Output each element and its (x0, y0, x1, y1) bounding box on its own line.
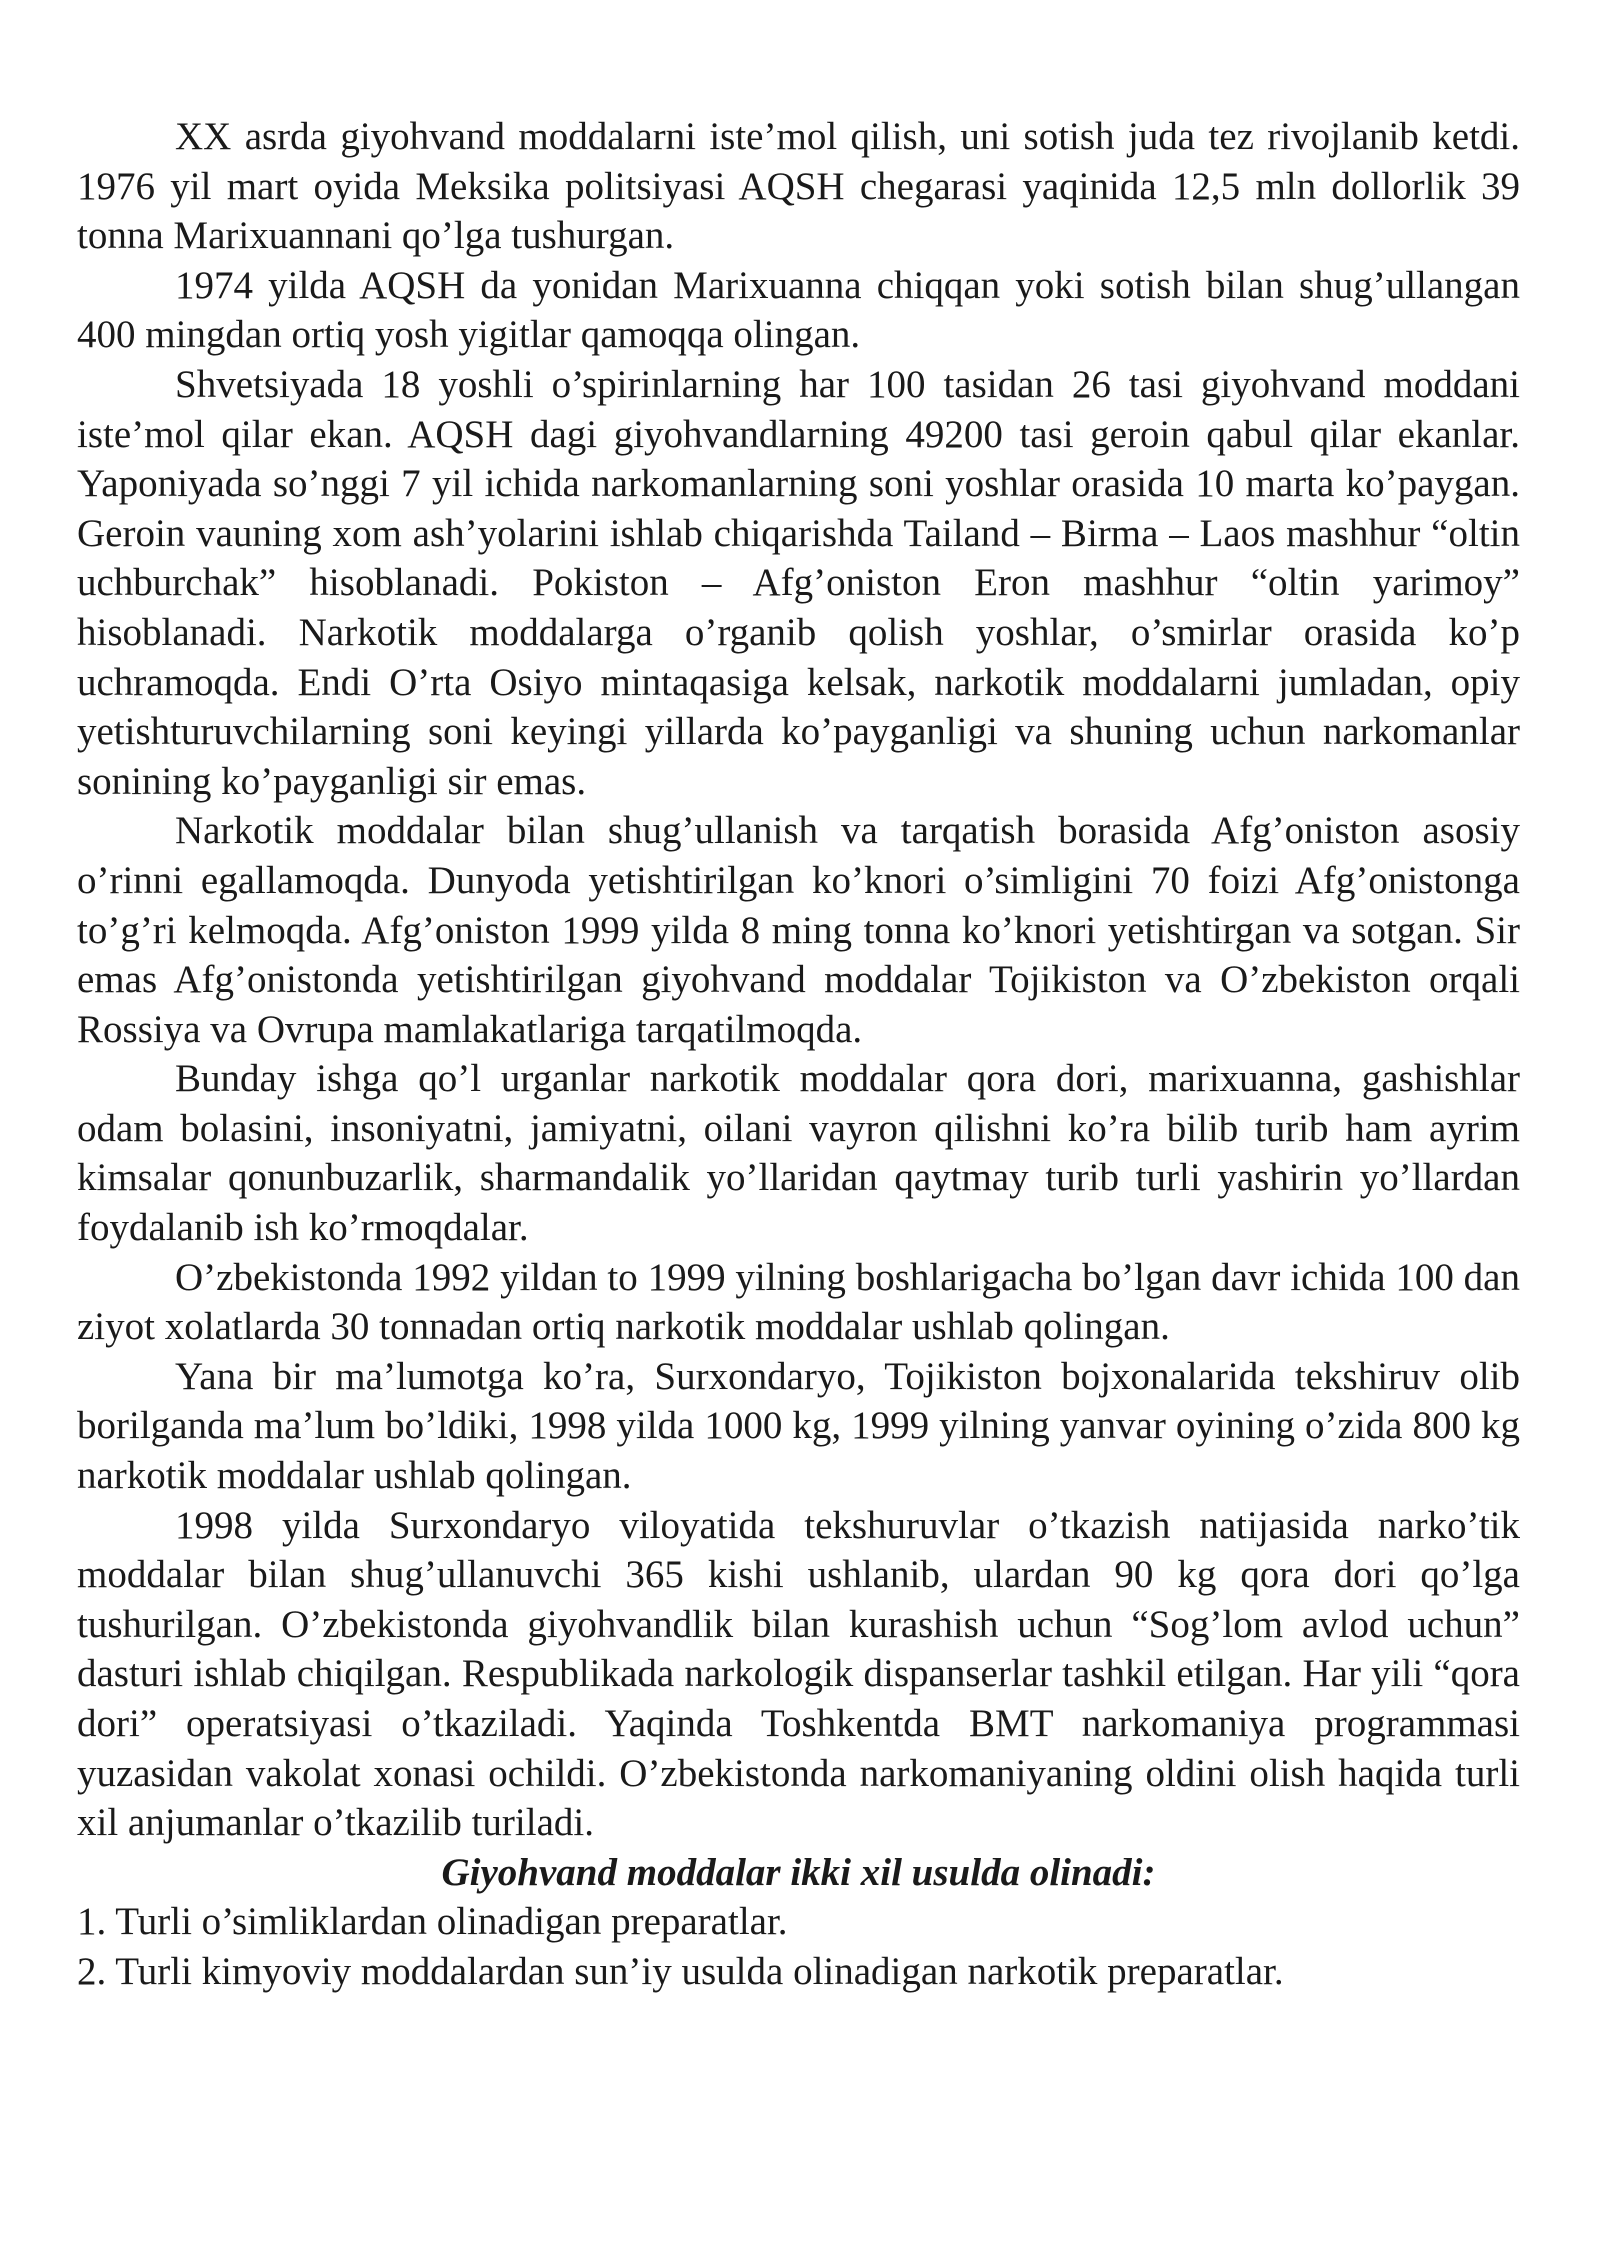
list-item: 1. Turli o’simliklardan olinadigan preparatlar. (77, 1900, 788, 1944)
paragraph: Shvetsiyada 18 yoshli o’spirinlarning har 100 tasidan 26 tasi giyohvand moddani iste’mol qilar ekan. AQSH dagi giyohvandlarning 49200 tasi geroin qabul qilar ekanlar. Yaponiyada so’nggi 7 yil ichida narkomanlarning soni yoshlar orasida 10 marta ko’paygan. Geroin vauning xom ash’yolarini ishlab chiqarishda Tailand – Birma – Laos mashhur “oltin uchburchak” hisoblanadi. Pokiston – Afg’oniston Eron mashhur “oltin yarimoy” hisoblanadi. Narkotik moddalarga o’rganib qolish yoshlar, o’smirlar orasida ko’p uchramoqda. Endi O’rta Osiyo mintaqasiga kelsak, narkotik moddalarni jumladan, opiy yetishturuvchilarning soni keyingi yillarda ko’payganligi va shuning uchun narkomanlar sonining ko’payganligi sir emas. (77, 362, 1520, 803)
paragraph: 1998 yilda Surxondaryo viloyatida tekshuruvlar o’tkazish natijasida narko’tik moddalar bilan shug’ullanuvchi 365 kishi ushlanib, ulardan 90 kg qora dori qo’lga tushurilgan. O’zbekistonda giyohvandlik bilan kurashish uchun “Sog’lom avlod uchun” dasturi ishlab chiqilgan. Respublikada narkologik dispanserlar tashkil etilgan. Har yili “qora dori” operatsiyasi o’tkaziladi. Yaqinda Toshkentda BMT narkomaniya programmasi yuzasidan vakolat xonasi ochildi. O’zbekistonda narkomaniyaning oldini olish haqida turli xil anjumanlar o’tkazilib turiladi. (77, 1503, 1520, 1845)
document-page (77, 112, 1520, 1997)
paragraph: 1974 yilda AQSH da yonidan Marixuanna chiqqan yoki sotish bilan shug’ullangan 400 mingdan ortiq yosh yigitlar qamoqqa olingan. (77, 263, 1520, 357)
method-list (77, 1897, 1520, 1996)
list-item: 2. Turli kimyoviy moddalardan sun’iy usulda olinadigan narkotik preparatlar. (77, 1949, 1284, 1993)
paragraph: Bunday ishga qo’l urganlar narkotik moddalar qora dori, marixuanna, gashishlar odam bolasini, insoniyatni, jamiyatni, oilani vayron qilishni ko’ra bilib turib ham ayrim kimsalar qonunbuzarlik, sharmandalik yo’llaridan qaytmay turib turli yashirin yo’llardan foydalanib ish ko’rmoqdalar. (77, 1057, 1520, 1250)
paragraph: Narkotik moddalar bilan shug’ullanish va tarqatish borasida Afg’oniston asosiy o’rinni egallamoqda. Dunyoda yetishtirilgan ko’knori o’simligini 70 foizi Afg’onistonga to’g’ri kelmoqda. Afg’oniston 1999 yilda 8 ming tonna ko’knori yetishtirgan va sotgan. Sir emas Afg’onistonda yetishtirilgan giyohvand moddalar Tojikiston va O’zbekiston orqali Rossiya va Ovrupa mamlakatlariga tarqatilmoqda. (77, 809, 1520, 1051)
section-heading: Giyohvand moddalar ikki xil usulda olinadi: (441, 1850, 1156, 1894)
paragraph: Yana bir ma’lumotga ko’ra, Surxondaryo, Tojikiston bojxonalarida tekshiruv olib borilganda ma’lum bo’ldiki, 1998 yilda 1000 kg, 1999 yilning yanvar oyining o’zida 800 kg narkotik moddalar ushlab qolingan. (77, 1354, 1520, 1498)
paragraph: O’zbekistonda 1992 yildan to 1999 yilning boshlarigacha bo’lgan davr ichida 100 dan ziyot xolatlarda 30 tonnadan ortiq narkotik moddalar ushlab qolingan. (77, 1255, 1520, 1349)
paragraph: XX asrda giyohvand moddalarni iste’mol qilish, uni sotish juda tez rivojlanib ketdi. 1976 yil mart oyida Meksika politsiyasi AQSH chegarasi yaqinida 12,5 mln dollorlik 39 tonna Marixuannani qo’lga tushurgan. (77, 115, 1520, 258)
